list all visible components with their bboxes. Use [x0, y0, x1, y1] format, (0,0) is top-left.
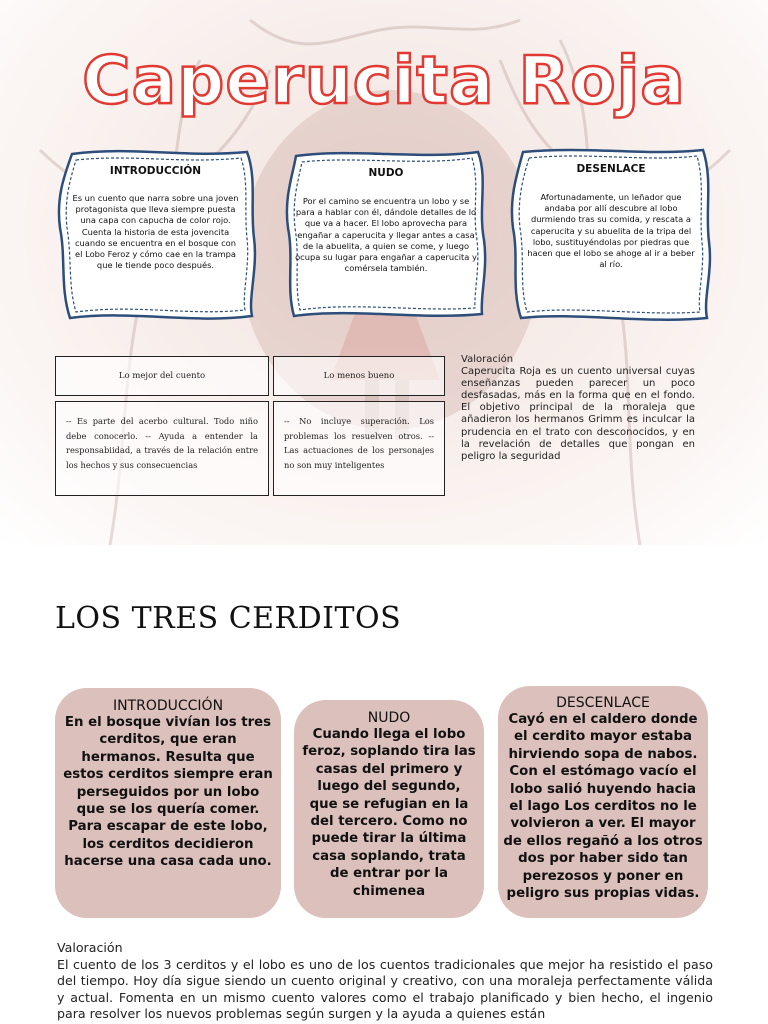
least-heading-cell [273, 356, 445, 396]
card-text: Por el camino se encuentra un lobo y se para a hablar con él, dándole detalles de lo que va a hacer. El lobo aprovecha para engañar a caperucita y llegar antes a casa de la abuelita, a quien se come, y luego ocupa su lugar para engañar a caperucita y comérsela también. [295, 196, 477, 274]
intro-card [52, 148, 259, 322]
best-heading-cell [55, 356, 269, 396]
card-text: Cayó en el caldero donde el cerdito mayor estaba hirviendo sopa de nabos. Con el estómago vacío el lobo salió huyendo hacia el lago Los cerditos no le volvieron a ver. El mayor de ellos regañó a los otros dos por haber sido tan perezosos y poner en peligro sus propias vidas. [503, 712, 703, 902]
valoracion-text: Caperucita Roja es un cuento universal cuyas enseñanzas pueden parecer un poco desfasadas, más en la forma que en el fondo. El objetivo principal de la moraleja que añadieron los hermanos Grimm es inculcar la prudencia en el trato con desconocidos, y en la revelación de detalles que pongan en peligro la seguridad [461, 366, 695, 462]
desenlace-card [507, 146, 715, 324]
card-text: Cuando llega el lobo feroz, soplando tira las casas del primero y luego del segundo, que se refugian en la del tercero. Como no puede tirar la última casa soplando, trata de entrar por la chimenea [302, 727, 476, 899]
valoracion-heading: Valoración [461, 354, 514, 365]
valoracion-section [461, 354, 695, 463]
best-text-cell [55, 401, 269, 496]
best-heading: Lo mejor del cuento [118, 371, 206, 381]
card-heading: DESENLACE [576, 163, 646, 175]
valoracion-text: El cuento de los 3 cerditos y el lobo es uno de los cuentos tradicionales que mejor ha resistido el paso del tiempo. Hoy día sigue siendo un cuento original y creativo, con una moraleja perfectamente válida y actual. Fomenta en un mismo cuento valores como el trabajo planificado y bien hecho, el ingenio para resolver los nuevos problemas según surgen y la ayuda a quienes están [57, 956, 713, 1022]
least-text: -- No incluye superación. Los problemas los resuelven otros. -- Las actuaciones de los personajes no son muy inteligentes [284, 416, 434, 470]
nudo-card [294, 700, 484, 918]
least-heading: Lo menos bueno [323, 371, 395, 381]
best-text: -- Es parte del acerbo cultural. Todo niño debe conocerlo. -- Ayuda a entender la responsabiidad, a través de la relación entre los hechos y sus consecuencias [66, 416, 258, 470]
card-text: Afortunadamente, un leñador que andaba por allí descubre al lobo durmiendo tras su comida, y rescata a caperucita y su abuelita de la tripa del lobo, sustituyéndolas por piedras que hacen que el lobo se ahoge al ir a beber al río. [527, 192, 695, 270]
card-text: Es un cuento que narra sobre una joven protagonista que lleva siempre puesta una capa con capucha de color rojo. Cuenta la historia de esta jovencita cuando se encuentra en el bosque con el Lobo Feroz y cómo cae en la trampa que le tiende poco después. [72, 193, 239, 271]
valoracion-heading: Valoración [57, 940, 123, 955]
card-heading: NUDO [367, 710, 411, 726]
card-heading: INTRODUCCIÓN [112, 698, 224, 714]
nudo-card [282, 148, 490, 320]
intro-card [55, 688, 281, 918]
card-heading: DESCENLACE [556, 695, 650, 711]
card-heading: NUDO [368, 167, 404, 179]
story-title: Caperucita Roja [82, 42, 686, 119]
least-text-cell [273, 401, 445, 496]
valoracion-section [57, 940, 713, 1023]
card-heading: INTRODUCCIÓN [109, 165, 202, 177]
desenlace-card [498, 686, 708, 918]
story-title: LOS TRES CERDITOS [55, 601, 402, 636]
card-text: En el bosque vivían los tres cerditos, que eran hermanos. Resulta que estos cerditos siempre eran perseguidos por un lobo que se los quería comer. Para escapar de este lobo, los cerditos decidieron hacerse una casa cada uno. [63, 715, 273, 870]
